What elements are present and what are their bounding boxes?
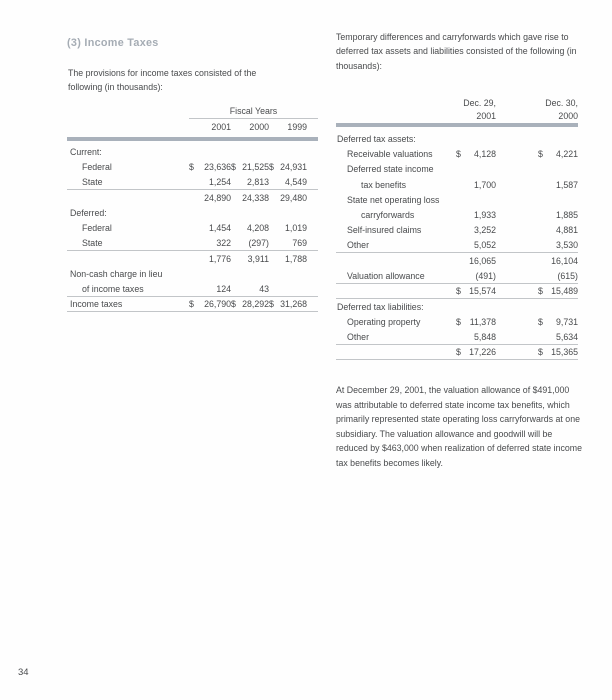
- cell-value: 24,890: [204, 192, 231, 203]
- dollar-sign: $: [269, 161, 274, 172]
- cell-value: 2,813: [246, 176, 269, 187]
- temporary-differences-intro-text: Temporary differences and carryforwards which gave rise to deferred tax assets and liabilities consisted of the following (in thousands):: [336, 32, 577, 71]
- cell-value: 124: [216, 283, 231, 294]
- table-row-total: [67, 297, 318, 312]
- cell-value: 9,731: [555, 317, 578, 328]
- table-row: [336, 177, 578, 192]
- cell-value: 4,208: [246, 223, 269, 234]
- dollar-sign: $: [456, 317, 461, 328]
- row-label: Federal: [82, 161, 112, 172]
- cell-value: 1,885: [555, 210, 578, 221]
- table-row: [67, 205, 318, 220]
- cell-value: 43: [259, 283, 269, 294]
- row-label: Deferred tax assets:: [337, 133, 416, 144]
- table-row: [67, 144, 318, 159]
- fiscal-years-span-header: Fiscal Years: [189, 106, 318, 119]
- table-row-total: [336, 284, 578, 299]
- dollar-sign: $: [231, 299, 236, 310]
- cell-value: 5,848: [473, 332, 496, 342]
- cell-value: 1,019: [284, 223, 307, 234]
- dollar-sign: $: [189, 299, 194, 310]
- dollar-sign: $: [538, 317, 543, 328]
- column-header-date: Dec. 29, 2001: [463, 98, 496, 121]
- row-label: Other: [347, 240, 370, 251]
- cell-value: 23,636: [204, 161, 231, 172]
- row-label: State: [82, 176, 103, 187]
- row-label: Current:: [70, 146, 102, 157]
- cell-value: 5,052: [473, 240, 496, 251]
- table-row: [336, 223, 578, 238]
- year-column-header: 2000: [249, 122, 269, 132]
- page-number: 34: [18, 667, 29, 678]
- cell-value: 15,489: [551, 286, 578, 297]
- row-label: tax benefits: [361, 179, 406, 190]
- cell-value: 1,700: [473, 179, 496, 190]
- row-label: Non-cash charge in lieu: [70, 269, 163, 280]
- table-row: [67, 282, 318, 297]
- cell-value: 1,254: [208, 176, 231, 187]
- cell-value: 1,788: [284, 253, 307, 264]
- row-label: Deferred state income: [347, 164, 434, 175]
- table-row: [336, 192, 578, 207]
- table-header-divider-bar: [336, 123, 578, 127]
- table-row: [336, 330, 578, 345]
- row-label: Valuation allowance: [347, 270, 425, 281]
- year-header-row: [67, 120, 318, 134]
- year-column-header: 1999: [287, 122, 307, 132]
- table-row: [336, 238, 578, 253]
- dollar-sign: $: [538, 347, 543, 358]
- cell-value: 1,776: [208, 253, 231, 264]
- cell-value: (491): [475, 270, 496, 281]
- row-label: Deferred:: [70, 207, 107, 218]
- dollar-sign: $: [456, 286, 461, 297]
- row-label: Other: [347, 332, 370, 342]
- table-header-divider-bar: [67, 137, 318, 141]
- table-row: [67, 159, 318, 174]
- dollar-sign: $: [231, 161, 236, 172]
- cell-value: 26,790: [204, 299, 231, 310]
- row-label: of income taxes: [82, 283, 144, 294]
- year-column-header: 2001: [211, 122, 231, 132]
- cell-value: 21,525: [242, 161, 269, 172]
- table-row: [67, 220, 318, 235]
- cell-value: 24,338: [242, 192, 269, 203]
- cell-value: 5,634: [555, 332, 578, 342]
- cell-value: 322: [216, 237, 231, 248]
- row-label: Federal: [82, 223, 112, 234]
- table-row-subtotal: [336, 253, 578, 268]
- cell-value: 4,549: [284, 176, 307, 187]
- dollar-sign: $: [538, 286, 543, 297]
- cell-value: 1,454: [208, 223, 231, 234]
- column-header-date: Dec. 30, 2000: [545, 98, 578, 121]
- table-row-subtotal: [67, 190, 318, 205]
- provisions-intro-text: The provisions for income taxes consisted of the following (in thousands):: [68, 68, 257, 93]
- table-row: [336, 131, 578, 146]
- cell-value: 16,104: [551, 256, 578, 267]
- row-label: State net operating loss: [347, 194, 440, 205]
- table-row-subtotal: [67, 251, 318, 266]
- table-row: [336, 146, 578, 161]
- table-row: [67, 266, 318, 281]
- cell-value: 17,226: [469, 347, 496, 358]
- row-label: Self-insured claims: [347, 225, 422, 236]
- dollar-sign: $: [456, 347, 461, 358]
- table-row: [67, 236, 318, 251]
- cell-value: 3,530: [555, 240, 578, 251]
- cell-value: 29,480: [280, 192, 307, 203]
- cell-value: (297): [248, 237, 269, 248]
- dollar-sign: $: [456, 148, 461, 159]
- cell-value: 769: [292, 237, 307, 248]
- row-label: Income taxes: [70, 299, 123, 310]
- row-label: Receivable valuations: [347, 148, 433, 159]
- cell-value: 15,365: [551, 347, 578, 358]
- dollar-sign: $: [189, 161, 194, 172]
- table-row-total: [336, 345, 578, 360]
- cell-value: 3,252: [473, 225, 496, 236]
- dollar-sign: $: [269, 299, 274, 310]
- table-row: [336, 315, 578, 330]
- section-heading-income-taxes: (3) Income Taxes: [67, 37, 159, 49]
- table-row: [336, 207, 578, 222]
- row-label: State: [82, 237, 103, 248]
- table-row: [336, 162, 578, 177]
- row-label: Deferred tax liabilities:: [337, 301, 424, 312]
- cell-value: 31,268: [280, 299, 307, 310]
- provisions-table-body: [67, 144, 318, 312]
- cell-value: 1,587: [555, 179, 578, 190]
- cell-value: 28,292: [242, 299, 269, 310]
- cell-value: 1,933: [473, 210, 496, 221]
- cell-value: 4,881: [555, 225, 578, 236]
- cell-value: 15,574: [469, 286, 496, 297]
- table-row: [336, 299, 578, 314]
- row-label: Operating property: [347, 317, 421, 328]
- cell-value: 16,065: [469, 256, 496, 267]
- cell-value: 24,931: [280, 161, 307, 172]
- valuation-allowance-note: At December 29, 2001, the valuation allowance of $491,000 was attributable to deferred state income tax benefits, which primarily represented state operating loss carryforwards at one subsidiary. The valuation allowance and goodwill will be reduced by $463,000 when realization of deferred state income tax benefits becomes likely.: [336, 385, 582, 468]
- cell-value: 4,128: [473, 148, 496, 159]
- table-row: [67, 175, 318, 190]
- table-row: [336, 269, 578, 284]
- row-label: carryforwards: [361, 210, 415, 221]
- deferred-tax-table-body: [336, 131, 578, 360]
- cell-value: 11,378: [469, 317, 496, 328]
- cell-value: 3,911: [247, 253, 269, 264]
- dollar-sign: $: [538, 148, 543, 159]
- cell-value: (615): [557, 270, 578, 281]
- cell-value: 4,221: [555, 148, 578, 159]
